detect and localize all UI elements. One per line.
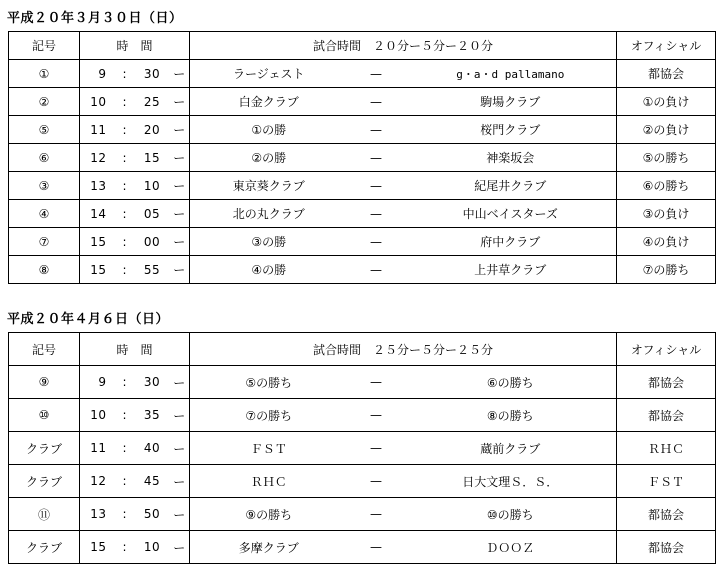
official-team: ＲＨＣ (617, 432, 716, 465)
versus-dash: — (348, 228, 405, 256)
official-team: ⑤の勝ち (617, 144, 716, 172)
start-hour: 11 (80, 432, 115, 465)
time-dash: ー (170, 465, 190, 498)
home-team: ③の勝 (190, 228, 348, 256)
table-row (9, 366, 716, 399)
start-minute: 10 (135, 172, 170, 200)
time-dash: ー (170, 531, 190, 564)
versus-dash: — (348, 144, 405, 172)
match-number: ③ (9, 172, 80, 200)
time-colon: : (115, 498, 135, 531)
start-hour: 11 (80, 116, 115, 144)
section-1-title: 平成２０年３月３０日（日） (7, 11, 183, 26)
match-number: ① (9, 60, 80, 88)
match-number: ⑧ (9, 256, 80, 284)
match-number: ⑩ (9, 399, 80, 432)
versus-dash: — (348, 88, 405, 116)
start-minute: 35 (135, 399, 170, 432)
table-header-row (9, 333, 716, 366)
home-team: ＦＳＴ (190, 432, 348, 465)
away-team: 駒場クラブ (405, 88, 617, 116)
start-hour: 10 (80, 399, 115, 432)
start-minute: 30 (135, 366, 170, 399)
time-colon: : (115, 172, 135, 200)
header-match: 試合時間 ２０分ー５分ー２０分 (190, 32, 617, 60)
header-match: 試合時間 ２５分ー５分ー２５分 (190, 333, 617, 366)
start-hour: 12 (80, 144, 115, 172)
start-minute: 40 (135, 432, 170, 465)
start-minute: 55 (135, 256, 170, 284)
time-colon: : (115, 366, 135, 399)
home-team: ⑦の勝ち (190, 399, 348, 432)
start-hour: 10 (80, 88, 115, 116)
official-team: 都協会 (617, 60, 716, 88)
home-team: 東京葵クラブ (190, 172, 348, 200)
versus-dash: — (348, 172, 405, 200)
time-colon: : (115, 200, 135, 228)
table-row (9, 228, 716, 256)
time-dash: ー (170, 172, 190, 200)
header-official: オフィシャル (617, 333, 716, 366)
official-team: 都協会 (617, 366, 716, 399)
official-team: ②の負け (617, 116, 716, 144)
home-team: 白金クラブ (190, 88, 348, 116)
table-row (9, 172, 716, 200)
table-row (9, 531, 716, 564)
versus-dash: — (348, 366, 405, 399)
time-dash: ー (170, 88, 190, 116)
away-team: 府中クラブ (405, 228, 617, 256)
versus-dash: — (348, 116, 405, 144)
away-team: 桜門クラブ (405, 116, 617, 144)
time-colon: : (115, 465, 135, 498)
start-hour: 14 (80, 200, 115, 228)
schedule-body-1 (9, 32, 716, 284)
header-time: 時 間 (80, 32, 190, 60)
official-team: ③の負け (617, 200, 716, 228)
start-minute: 50 (135, 498, 170, 531)
table-row (9, 88, 716, 116)
table-row (9, 144, 716, 172)
match-number: クラブ (9, 465, 80, 498)
table-row (9, 465, 716, 498)
official-team: 都協会 (617, 531, 716, 564)
away-team: ⑥の勝ち (405, 366, 617, 399)
versus-dash: — (348, 256, 405, 284)
official-team: 都協会 (617, 399, 716, 432)
away-team: 紀尾井クラブ (405, 172, 617, 200)
time-colon: : (115, 88, 135, 116)
match-number: ⑪ (9, 498, 80, 531)
header-time: 時 間 (80, 333, 190, 366)
home-team: ⑨の勝ち (190, 498, 348, 531)
home-team: ②の勝 (190, 144, 348, 172)
section-2-title: 平成２０年４月６日（日） (7, 312, 170, 327)
versus-dash: — (348, 465, 405, 498)
header-no: 記号 (9, 333, 80, 366)
match-number: ⑨ (9, 366, 80, 399)
official-team: ⑦の勝ち (617, 256, 716, 284)
home-team: ①の勝 (190, 116, 348, 144)
home-team: 北の丸クラブ (190, 200, 348, 228)
time-colon: : (115, 432, 135, 465)
home-team: ＲＨＣ (190, 465, 348, 498)
versus-dash: — (348, 498, 405, 531)
table-row (9, 60, 716, 88)
versus-dash: — (348, 531, 405, 564)
time-dash: ー (170, 116, 190, 144)
away-team: ⑩の勝ち (405, 498, 617, 531)
time-dash: ー (170, 228, 190, 256)
start-hour: 9 (80, 366, 115, 399)
match-number: ⑦ (9, 228, 80, 256)
header-official: オフィシャル (617, 32, 716, 60)
match-number: クラブ (9, 531, 80, 564)
time-colon: : (115, 60, 135, 88)
away-team: ⑧の勝ち (405, 399, 617, 432)
start-hour: 12 (80, 465, 115, 498)
match-number: クラブ (9, 432, 80, 465)
time-colon: : (115, 228, 135, 256)
official-team: 都協会 (617, 498, 716, 531)
match-number: ⑤ (9, 116, 80, 144)
home-team: ラージェスト (190, 60, 348, 88)
time-dash: ー (170, 144, 190, 172)
versus-dash: — (348, 432, 405, 465)
table-row (9, 399, 716, 432)
start-minute: 25 (135, 88, 170, 116)
time-colon: : (115, 144, 135, 172)
away-team: 中山ベイスターズ (405, 200, 617, 228)
table-row (9, 200, 716, 228)
time-dash: ー (170, 200, 190, 228)
start-minute: 10 (135, 531, 170, 564)
start-hour: 15 (80, 228, 115, 256)
time-dash: ー (170, 60, 190, 88)
start-minute: 20 (135, 116, 170, 144)
table-row (9, 116, 716, 144)
start-hour: 15 (80, 256, 115, 284)
table-row (9, 498, 716, 531)
away-team: 神楽坂会 (405, 144, 617, 172)
start-hour: 15 (80, 531, 115, 564)
start-hour: 13 (80, 498, 115, 531)
away-team: ＤＯＯＺ (405, 531, 617, 564)
away-team: g・a・d pallamano (405, 60, 617, 88)
versus-dash: — (348, 200, 405, 228)
home-team: 多摩クラブ (190, 531, 348, 564)
official-team: ④の負け (617, 228, 716, 256)
time-colon: : (115, 256, 135, 284)
table-header-row (9, 32, 716, 60)
time-dash: ー (170, 498, 190, 531)
start-hour: 13 (80, 172, 115, 200)
schedule-table-1 (8, 31, 716, 284)
time-dash: ー (170, 432, 190, 465)
table-row (9, 256, 716, 284)
home-team: ⑤の勝ち (190, 366, 348, 399)
start-hour: 9 (80, 60, 115, 88)
time-dash: ー (170, 366, 190, 399)
time-dash: ー (170, 256, 190, 284)
start-minute: 05 (135, 200, 170, 228)
schedule-body-2 (9, 333, 716, 564)
start-minute: 15 (135, 144, 170, 172)
table-row (9, 432, 716, 465)
versus-dash: — (348, 60, 405, 88)
time-colon: : (115, 399, 135, 432)
schedule-table-2 (8, 332, 716, 564)
away-team: 日大文理Ｓ．Ｓ． (405, 465, 617, 498)
match-number: ⑥ (9, 144, 80, 172)
home-team: ④の勝 (190, 256, 348, 284)
time-dash: ー (170, 399, 190, 432)
header-no: 記号 (9, 32, 80, 60)
official-team: ⑥の勝ち (617, 172, 716, 200)
away-team: 蔵前クラブ (405, 432, 617, 465)
away-team: 上井草クラブ (405, 256, 617, 284)
start-minute: 00 (135, 228, 170, 256)
start-minute: 30 (135, 60, 170, 88)
time-colon: : (115, 531, 135, 564)
official-team: ＦＳＴ (617, 465, 716, 498)
match-number: ④ (9, 200, 80, 228)
time-colon: : (115, 116, 135, 144)
start-minute: 45 (135, 465, 170, 498)
versus-dash: — (348, 399, 405, 432)
match-number: ② (9, 88, 80, 116)
official-team: ①の負け (617, 88, 716, 116)
